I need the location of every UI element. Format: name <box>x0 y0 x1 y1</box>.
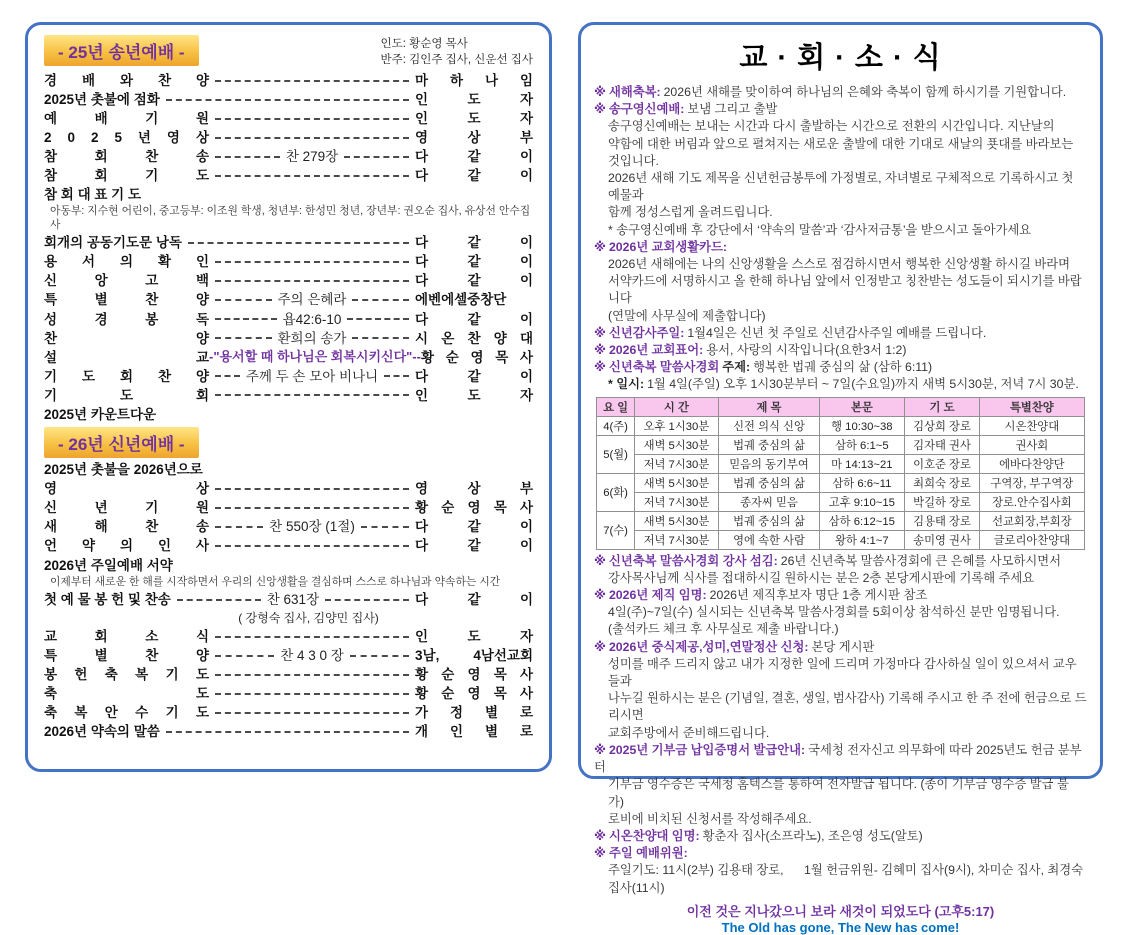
worship-item <box>44 186 533 204</box>
dash-line <box>215 394 409 396</box>
item-label: 특 별 찬 양 <box>44 292 209 308</box>
worship-item <box>44 537 533 555</box>
item-label: 참 회 대 표 기 도 <box>44 187 141 203</box>
worship-item <box>44 148 533 166</box>
table-row: 7(수) 새벽 5시30분 법궤 중심의 삶 삼하 6:12~15 김용태 장로 선교회장,부회장 <box>597 511 1084 530</box>
notice-marker: ※ <box>594 85 606 99</box>
notice-line: * 송구영신예배 후 강단에서 ‘약속의 말씀’과 ‘감사저금통’을 받으시고 돌아가세요 <box>608 222 1032 237</box>
notice-line: (출석카드 체크 후 사무실로 제출 바랍니다.) <box>608 622 839 637</box>
dash-line <box>215 280 409 282</box>
leader-line: 인도: 황순영 목사 <box>380 38 468 50</box>
item-label: 용 서 의 확 인 <box>44 254 209 270</box>
item-label: 신 앙 고 백 <box>44 273 209 289</box>
notice-line: ※ 신년축복 말씀사경회 주제: 행복한 법궤 중심의 삶 (삼하 6:11) <box>594 360 933 375</box>
dash-line <box>215 156 280 158</box>
item-label: 예 배 기 원 <box>44 111 209 127</box>
col-time: 시 간 <box>634 397 719 416</box>
hymn-note: 찬 631장 <box>266 592 320 608</box>
table-row: 저녁 7시30분 종자씨 믿음 고후 9:10~15 박길하 장로 장로.안수집사회 <box>597 492 1084 511</box>
dash-line <box>344 156 409 158</box>
responder-label: 다 같 이 <box>415 311 534 327</box>
notice-line: 로비에 비치된 신청서를 작성해주세요. <box>608 811 812 826</box>
col-prayer: 기 도 <box>904 397 979 416</box>
notice-line: 주일기도: 11시(2부) 김용태 장로, 1월 헌금위원- 김혜미 집사(9시), 차미순 집사, 최경숙 집사(11시) <box>608 863 1087 895</box>
responder-label: 다 같 이 <box>415 168 533 184</box>
worship-item <box>44 311 533 329</box>
table-row: 저녁 7시30분 믿음의 동기부여 마 14:13~21 이호준 장로 에바다찬양단 <box>597 454 1084 473</box>
representative-prayer-note: 아동부: 지수현 어린이, 중고등부: 이조원 학생, 청년부: 한성민 청년, 장년부: 권오순 집사, 유상선 안수집사 <box>50 205 531 231</box>
item-label: 경 배 와 찬 양 <box>44 73 209 89</box>
dash-line <box>325 599 409 601</box>
notice-marker: ※ <box>594 325 606 340</box>
footer-verse-korean: 이전 것은 지나갔으니 보라 새것이 되었도다 (고후5:17) <box>686 903 995 919</box>
notice-marker: ※ <box>594 846 606 861</box>
item-label: 2025년 촛불에 점화 <box>44 92 160 108</box>
notice-line: ※ 2026년 제직 임명: 2026년 제직후보자 명단 1층 게시판 참조 <box>594 588 928 603</box>
item-label: 신 년 기 원 <box>44 500 209 516</box>
item-label: 기 도 회 찬 양 <box>44 368 209 384</box>
item-label: 2 0 2 5 년 영 상 <box>44 130 209 146</box>
worship-item-sermon <box>44 349 533 367</box>
responder-label: 황 순 영 목 사 <box>415 667 533 683</box>
dash-line <box>215 80 409 82</box>
responder-label: 가 정 별 로 <box>415 705 533 721</box>
col-title: 제 목 <box>719 397 820 416</box>
dash-line <box>215 118 409 120</box>
table-header-row <box>597 397 1084 416</box>
notice-marker: ※ <box>594 742 606 757</box>
notice-line: ※ 송구영신예배: 보냄 그리고 출발 <box>594 102 778 117</box>
notice-line: 교회주방에서 준비해드립니다. <box>608 725 770 740</box>
notice-line: * 일시: 1월 4일(주일) 오후 1시30분부터 ~ 7일(수요일)까지 새벽 5시30분, 저녁 7시 30분. <box>608 377 1079 392</box>
dash-line <box>215 337 272 339</box>
dash-line <box>215 712 409 714</box>
dash-line <box>347 318 409 320</box>
hymn-note: 찬 279장 <box>285 149 339 165</box>
notice-line: 4일(주)~7일(수) 실시되는 신년축복 말씀사경회를 5회이상 참석하신 분만 임명됩니다. <box>608 605 1060 620</box>
dash-line <box>215 636 409 638</box>
notice-line: ※ 2025년 기부금 납입증명서 발급안내: 국세청 전자신고 의무화에 따라 2025년도 헌금 분부터 <box>594 742 1082 775</box>
item-label: 참 회 찬 송 <box>44 149 209 165</box>
notice-marker: ※ <box>594 588 606 603</box>
worship-item <box>44 167 533 185</box>
item-label: 2026년 약속의 말씀 <box>44 724 160 740</box>
item-label: 기 도 회 <box>44 387 209 403</box>
table-row: 4(주) 오후 1시30분 신전 의식 신앙 행 10:30~38 김상희 장로 시온찬양대 <box>597 416 1084 435</box>
responder-label: 마 하 나 임 <box>415 73 533 89</box>
col-scripture: 본문 <box>819 397 904 416</box>
dash-line <box>352 299 409 301</box>
badge-2025-year-end-service: - 25년 송년예배 - <box>44 35 199 66</box>
accompanist-line: 반주: 김인주 집사, 신운선 집사 <box>380 53 533 66</box>
responder-label: 다 같 이 <box>415 149 534 165</box>
notice-line: 강사목사님께 식사를 접대하시길 원하시는 분은 2층 본당게시판에 기록해 주세요 <box>608 570 1035 585</box>
worship-item <box>44 723 533 741</box>
responder-label: 시 온 찬 양 대 <box>415 330 533 346</box>
worship-item <box>44 110 533 128</box>
notice-marker: ※ <box>594 102 606 117</box>
table-row: 5(월) 새벽 5시30분 법궤 중심의 삶 삼하 6:1~5 김자태 권사 권사회 <box>597 435 1084 454</box>
worship-item <box>44 647 533 665</box>
item-label: 축 복 안 수 기 도 <box>44 705 209 721</box>
dash-line <box>166 731 409 733</box>
notice-line: 2026년 새해에는 나의 신앙생활을 스스로 점검하시면서 행복한 신앙생활 하시길 바라며 <box>608 257 1070 272</box>
notice-line: ※ 새해축복: 2026년 새해를 맞이하여 하나님의 은혜와 축복이 함께 하시기를 기원합니다. <box>594 85 1067 99</box>
item-label: 언 약 의 인 사 <box>44 538 209 554</box>
item-label: 2025년 카운트다운 <box>44 406 157 422</box>
dash-line <box>177 599 261 601</box>
responder-label: 다 같 이 <box>415 273 533 289</box>
notice-line: 서약카드에 서명하시고 올 한해 하나님 앞에서 인정받고 칭찬받는 성도들이 되시기를 바랍니다 <box>608 274 1082 306</box>
dash-line <box>215 655 274 657</box>
dash-line <box>215 674 409 676</box>
notice-line: ※ 2026년 교회생활카드: <box>594 239 727 254</box>
worship-item <box>44 387 533 405</box>
dash-line <box>350 655 409 657</box>
scripture-note: 욥42:6-10 <box>282 311 342 327</box>
item-label: 축 도 <box>44 686 209 702</box>
notice-line: (연말에 사무실에 제출합니다) <box>608 308 766 323</box>
notice-marker: ※ <box>594 343 606 358</box>
badge-2026-new-year-service: - 26년 신년예배 - <box>44 427 199 458</box>
notice-line: ※ 시온찬양대 임명: 황춘자 집사(소프라노), 조은영 성도(알토) <box>594 828 923 843</box>
notice-marker: ※ <box>594 553 606 568</box>
worship-item <box>44 591 533 609</box>
notice-line: 송구영신예배는 보내는 시간과 다시 출발하는 시간으로 전환의 시간입니다. 지난날의 <box>608 119 1055 134</box>
responder-label: 영 상 부 <box>415 481 533 497</box>
footer-verse-english: The Old has gone, The New has come! <box>721 919 960 935</box>
worship-item <box>44 129 533 147</box>
worship-item <box>44 704 533 722</box>
notice-line: 함께 정성스럽게 올려드립니다. <box>608 205 773 220</box>
notice-marker: ※ <box>594 239 606 254</box>
responder-label: 황 순 영 목 사 <box>420 349 533 365</box>
responder-label: 다 같 이 <box>415 235 533 251</box>
hymn-note: 주의 은혜라 <box>277 292 347 308</box>
responder-label: 황 순 영 목 사 <box>415 500 533 516</box>
worship-item <box>44 480 533 498</box>
worship-item <box>44 91 533 109</box>
item-label: 참 회 기 도 <box>44 168 209 184</box>
worship-item <box>44 499 533 517</box>
notice-line: ※ 2026년 중식제공,성미,연말정산 신청: 본당 게시판 <box>594 639 875 654</box>
notice-marker: ※ <box>594 828 606 843</box>
responder-label: 인 도 자 <box>415 92 533 108</box>
item-label: 새 해 찬 송 <box>44 519 209 535</box>
item-label: 회개의 공동기도문 낭독 <box>44 235 182 251</box>
notice-marker: ※ <box>594 360 606 375</box>
notice-line: 나누길 원하시는 분은 (기념일, 결혼, 생일, 범사감사) 기록해 주시고 한 주 전에 헌금으로 드리시면 <box>608 691 1087 723</box>
pledge-note: 이제부터 새로운 한 해를 시작하면서 우리의 신앙생활을 결심하며 스스로 하나님과 약속하는 시간 <box>50 575 501 588</box>
notice-line: 약함에 대한 버림과 앞으로 펼쳐지는 새로운 출발에 대한 기대로 새날의 푯대를 바라보는 것입니다. <box>608 136 1077 168</box>
dash-line <box>188 242 409 244</box>
dash-line <box>215 299 272 301</box>
dash-line <box>215 507 409 509</box>
church-news-title: 교 · 회 · 소 · 식 <box>739 42 942 74</box>
item-label: 영 상 <box>44 481 209 497</box>
dash-line <box>166 99 409 101</box>
notice-line: 성미를 매주 드리지 않고 내가 지정한 일에 드리며 가정마다 감사하실 일이 있으셔서 교우들과 <box>608 656 1077 689</box>
dash-line <box>215 526 263 528</box>
worship-item <box>44 628 533 646</box>
service-leaders <box>381 35 533 68</box>
worship-item <box>44 685 533 703</box>
dash-line <box>215 693 409 695</box>
worship-item <box>44 461 533 479</box>
worship-item <box>44 272 533 290</box>
responder-label: 에벤에셀중창단 <box>415 292 507 308</box>
sermon-title: -"용서할 때 하나님은 회복시키신다"-- <box>209 348 421 364</box>
responder-label: 개 인 별 로 <box>415 724 533 740</box>
worship-item <box>44 557 533 575</box>
hymn-note: 찬 4 3 0 장 <box>280 648 344 664</box>
notice-marker: ※ <box>594 639 606 654</box>
hymn-note: 찬 550장 (1절) <box>269 519 355 535</box>
page-church-news <box>578 22 1103 935</box>
dash-line <box>215 488 409 490</box>
dash-line <box>215 261 409 263</box>
worship-item <box>44 234 533 252</box>
worship-item <box>44 666 533 684</box>
hymn-note: 환희의 송가 <box>277 330 347 346</box>
dash-line <box>352 337 409 339</box>
responder-label: 다 같 이 <box>415 368 533 384</box>
item-label: 찬 양 <box>44 330 209 346</box>
item-label: 성 경 봉 독 <box>44 311 209 327</box>
item-label: 설 교 <box>44 349 209 365</box>
candle-transfer-label: 2025년 촛불을 2026년으로 <box>44 462 203 478</box>
responder-label: 다 같 이 <box>415 519 533 535</box>
table-row: 6(화) 새벽 5시30분 법궤 중심의 삶 삼하 6:6~11 최희숙 장로 구역장, 부구역장 <box>597 473 1084 492</box>
responder-label: 다 같 이 <box>415 254 533 270</box>
worship-item <box>44 330 533 348</box>
sermon-schedule-table <box>596 397 1084 550</box>
responder-label: 다 같 이 <box>415 538 533 554</box>
notice-line: ※ 주일 예배위원: <box>594 846 688 861</box>
responder-label: 황 순 영 목 사 <box>415 686 533 702</box>
dash-line <box>215 545 409 547</box>
worship-item <box>44 368 533 386</box>
dash-line <box>384 375 409 377</box>
page-worship-order <box>25 22 552 772</box>
worship-item <box>44 72 533 90</box>
responder-label: 영 상 부 <box>415 130 533 146</box>
worship-item <box>44 253 533 271</box>
worship-item <box>44 406 533 424</box>
item-label: 교 회 소 식 <box>44 629 209 645</box>
item-label: 특 별 찬 양 <box>44 648 209 664</box>
dash-line <box>215 318 277 320</box>
dash-line <box>215 137 409 139</box>
notice-line: 기부금 영수증은 국세청 홈텍스를 통하여 전자발급 됩니다. (종이 기부금 영수증 발급 불가) <box>608 777 1069 809</box>
item-label: 2026년 주일예배 서약 <box>44 557 173 573</box>
dash-line <box>361 526 409 528</box>
dash-line <box>215 175 409 177</box>
item-label: 봉 헌 축 복 기 도 <box>44 667 209 683</box>
responder-label: 다 같 이 <box>415 592 534 608</box>
col-special-praise: 특별찬양 <box>980 397 1084 416</box>
responder-label: 인 도 자 <box>415 387 533 403</box>
notice-line: 2026년 새해 기도 제목을 신년헌금봉투에 가정별로, 자녀별로 구체적으로 기록하시고 첫 예물과 <box>608 171 1077 203</box>
notice-line: ※ 2026년 교회표어: 용서, 사랑의 시작입니다(요한3서 1:2) <box>594 343 907 358</box>
responder-label: 인 도 자 <box>415 629 533 645</box>
item-label: 첫 예 물 봉 헌 및 찬송 <box>44 592 171 608</box>
table-row: 저녁 7시30분 영에 속한 사람 왕하 4:1~7 송미영 권사 글로리아찬양대 <box>597 530 1084 549</box>
worship-item <box>44 518 533 536</box>
left-page-header <box>44 35 533 68</box>
dash-line <box>215 375 240 377</box>
responder-label: 3남, 4남선교회 <box>415 648 534 664</box>
col-day: 요 일 <box>597 397 634 416</box>
hymn-note: 주께 두 손 모아 비나니 <box>245 368 379 384</box>
notice-line: ※ 신년감사주일: 1월4일은 신년 첫 주일로 신년감사주일 예배를 드립니다. <box>594 325 987 340</box>
notice-line: ※ 신년축복 말씀사경회 강사 섬김: 26년 신년축복 말씀사경회에 큰 은혜를 사모하시면서 <box>594 553 1061 568</box>
responder-label: 인 도 자 <box>415 111 533 127</box>
offering-deacons-note: ( 강형숙 집사, 김양민 집사) <box>238 611 379 626</box>
worship-item <box>44 291 533 309</box>
